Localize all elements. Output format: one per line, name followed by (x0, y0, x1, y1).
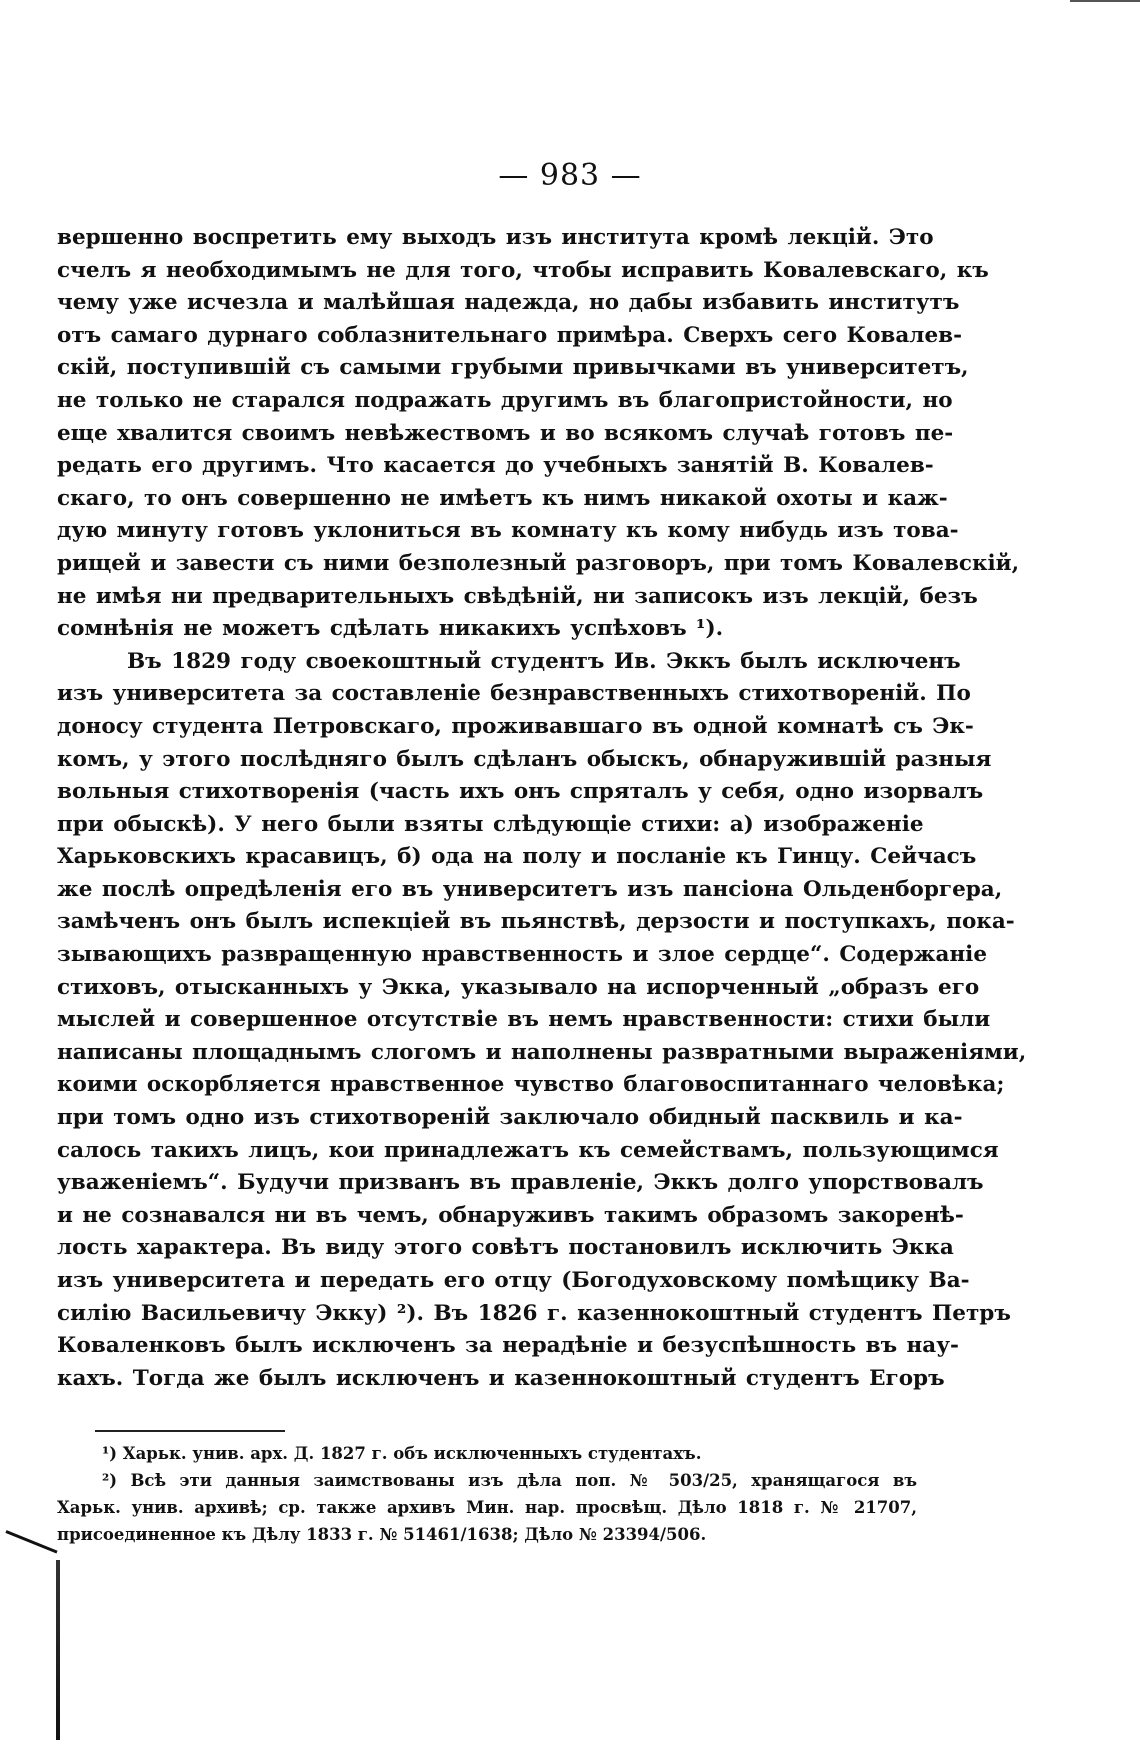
body-text (57, 222, 1027, 1395)
text-line: зывающихъ развращенную нравственность и злое сердце“. Содержаніе (57, 942, 988, 968)
text-line: Въ 1829 году своекоштный студентъ Ив. Эккъ былъ исключенъ (127, 648, 961, 674)
text-line: и не сознавался ни въ чемъ, обнаруживъ такимъ образомъ закоренѣ- (57, 1202, 964, 1228)
text-line: сомнѣнія не можетъ сдѣлать никакихъ успѣховъ ¹). (57, 616, 724, 642)
footnotes (57, 1440, 917, 1548)
text-line: уваженіемъ“. Будучи призванъ въ правленіе, Эккъ долго упорствовалъ (57, 1170, 984, 1196)
text-line: изъ университета и передать его отцу (Богодуховскому помѣщику Ва- (57, 1268, 970, 1293)
scan-artifact-mark (5, 1530, 57, 1553)
text-line: отъ самаго дурнаго соблазнительнаго примѣра. Сверхъ сего Ковалев- (57, 322, 962, 348)
text-line: не имѣя ни предварительныхъ свѣдѣній, ни записокъ изъ лекцій, безъ (57, 583, 978, 609)
text-line: салось такихъ лицъ, кои принадлежатъ къ семействамъ, пользующимся (57, 1137, 999, 1163)
text-line: замѣченъ онъ былъ испекціей въ пьянствѣ, дерзости и поступкахъ, пока- (57, 909, 1015, 935)
text-line: мыслей и совершенное отсутствіе въ немъ нравственности: стихи были (57, 1007, 991, 1033)
footnote-line: ²) Всѣ эти данныя заимствованы изъ дѣла поп. № 503/25, хранящагося въ (102, 1471, 917, 1490)
text-line: комъ, у этого послѣдняго былъ сдѣланъ обыскъ, обнаружившій разныя (57, 746, 992, 772)
text-line: рищей и завести съ ними безполезный разговоръ, при томъ Ковалевскій, (57, 550, 1020, 576)
text-line: редать его другимъ. Что касается до учебныхъ занятій В. Ковалев- (57, 453, 934, 479)
scan-edge-mark (1070, 0, 1140, 7)
footnote-line: Харьк. унив. архивѣ; ср. также архивъ Мин. нар. просвѣщ. Дѣло 1818 г. № 21707, (57, 1498, 917, 1517)
footnote-line: ¹) Харьк. унив. арх. Д. 1827 г. объ исключенныхъ студентахъ. (102, 1444, 702, 1463)
footnote-line: присоединенное къ Дѣлу 1833 г. № 51461/1638; Дѣло № 23394/506. (57, 1525, 707, 1544)
text-line: при томъ одно изъ стихотвореній заключало обидный пасквиль и ка- (57, 1105, 963, 1131)
text-line: изъ университета за составленіе безнравственныхъ стихотвореній. По (57, 681, 971, 707)
text-line: скаго, то онъ совершенно не имѣетъ къ нимъ никакой охоты и каж- (57, 485, 948, 511)
footnote-divider (95, 1430, 285, 1432)
text-line: доносу студента Петровскаго, проживавшаго въ одной комнатѣ съ Эк- (57, 713, 974, 739)
text-line: коими оскорбляется нравственное чувство благовоспитаннаго человѣка; (57, 1072, 1005, 1098)
text-line: еще хвалится своимъ невѣжествомъ и во всякомъ случаѣ готовъ пе- (57, 420, 954, 446)
text-line: чему уже исчезла и малѣйшая надежда, но дабы избавить институтъ (57, 290, 960, 316)
text-line: не только не старался подражать другимъ въ благопристойности, но (57, 387, 953, 413)
text-line: дую минуту готовъ уклониться въ комнату къ кому нибудь изъ това- (57, 518, 959, 544)
text-line: счелъ я необходимымъ не для того, чтобы исправить Ковалевскаго, къ (57, 257, 989, 283)
text-line: вершенно воспретить ему выходъ изъ института кромѣ лекцій. Это (57, 225, 934, 250)
text-line: лость характера. Въ виду этого совѣтъ постановилъ исключить Экка (57, 1235, 954, 1261)
text-line: Коваленковъ былъ исключенъ за нерадѣніе и безуспѣшность въ нау- (57, 1333, 959, 1359)
scan-artifact-bar (56, 1560, 60, 1740)
text-line: же послѣ опредѣленія его въ университетъ изъ пансіона Ольденборгера, (57, 876, 1003, 902)
text-line: силію Васильевичу Экку) ²). Въ 1826 г. казеннокоштный студентъ Петръ (57, 1300, 1011, 1326)
text-line: написаны площаднымъ слогомъ и наполнены развратными выраженіями, (57, 1039, 1027, 1065)
text-line: стиховъ, отысканныхъ у Экка, указывало на испорченный „образъ его (57, 974, 980, 1000)
text-line: скій, поступившій съ самыми грубыми привычками въ университетъ, (57, 355, 969, 381)
page-number: — 983 — (498, 158, 642, 193)
text-line: кахъ. Тогда же былъ исключенъ и казеннокоштный студентъ Егоръ (57, 1365, 945, 1391)
text-line: вольныя стихотворенія (часть ихъ онъ спряталъ у себя, одно изорвалъ (57, 779, 984, 805)
text-line: при обыскѣ). У него были взяты слѣдующіе стихи: а) изображеніе (57, 811, 924, 837)
text-line: Харьковскихъ красавицъ, б) ода на полу и посланіе къ Гинцу. Сейчасъ (57, 844, 977, 870)
